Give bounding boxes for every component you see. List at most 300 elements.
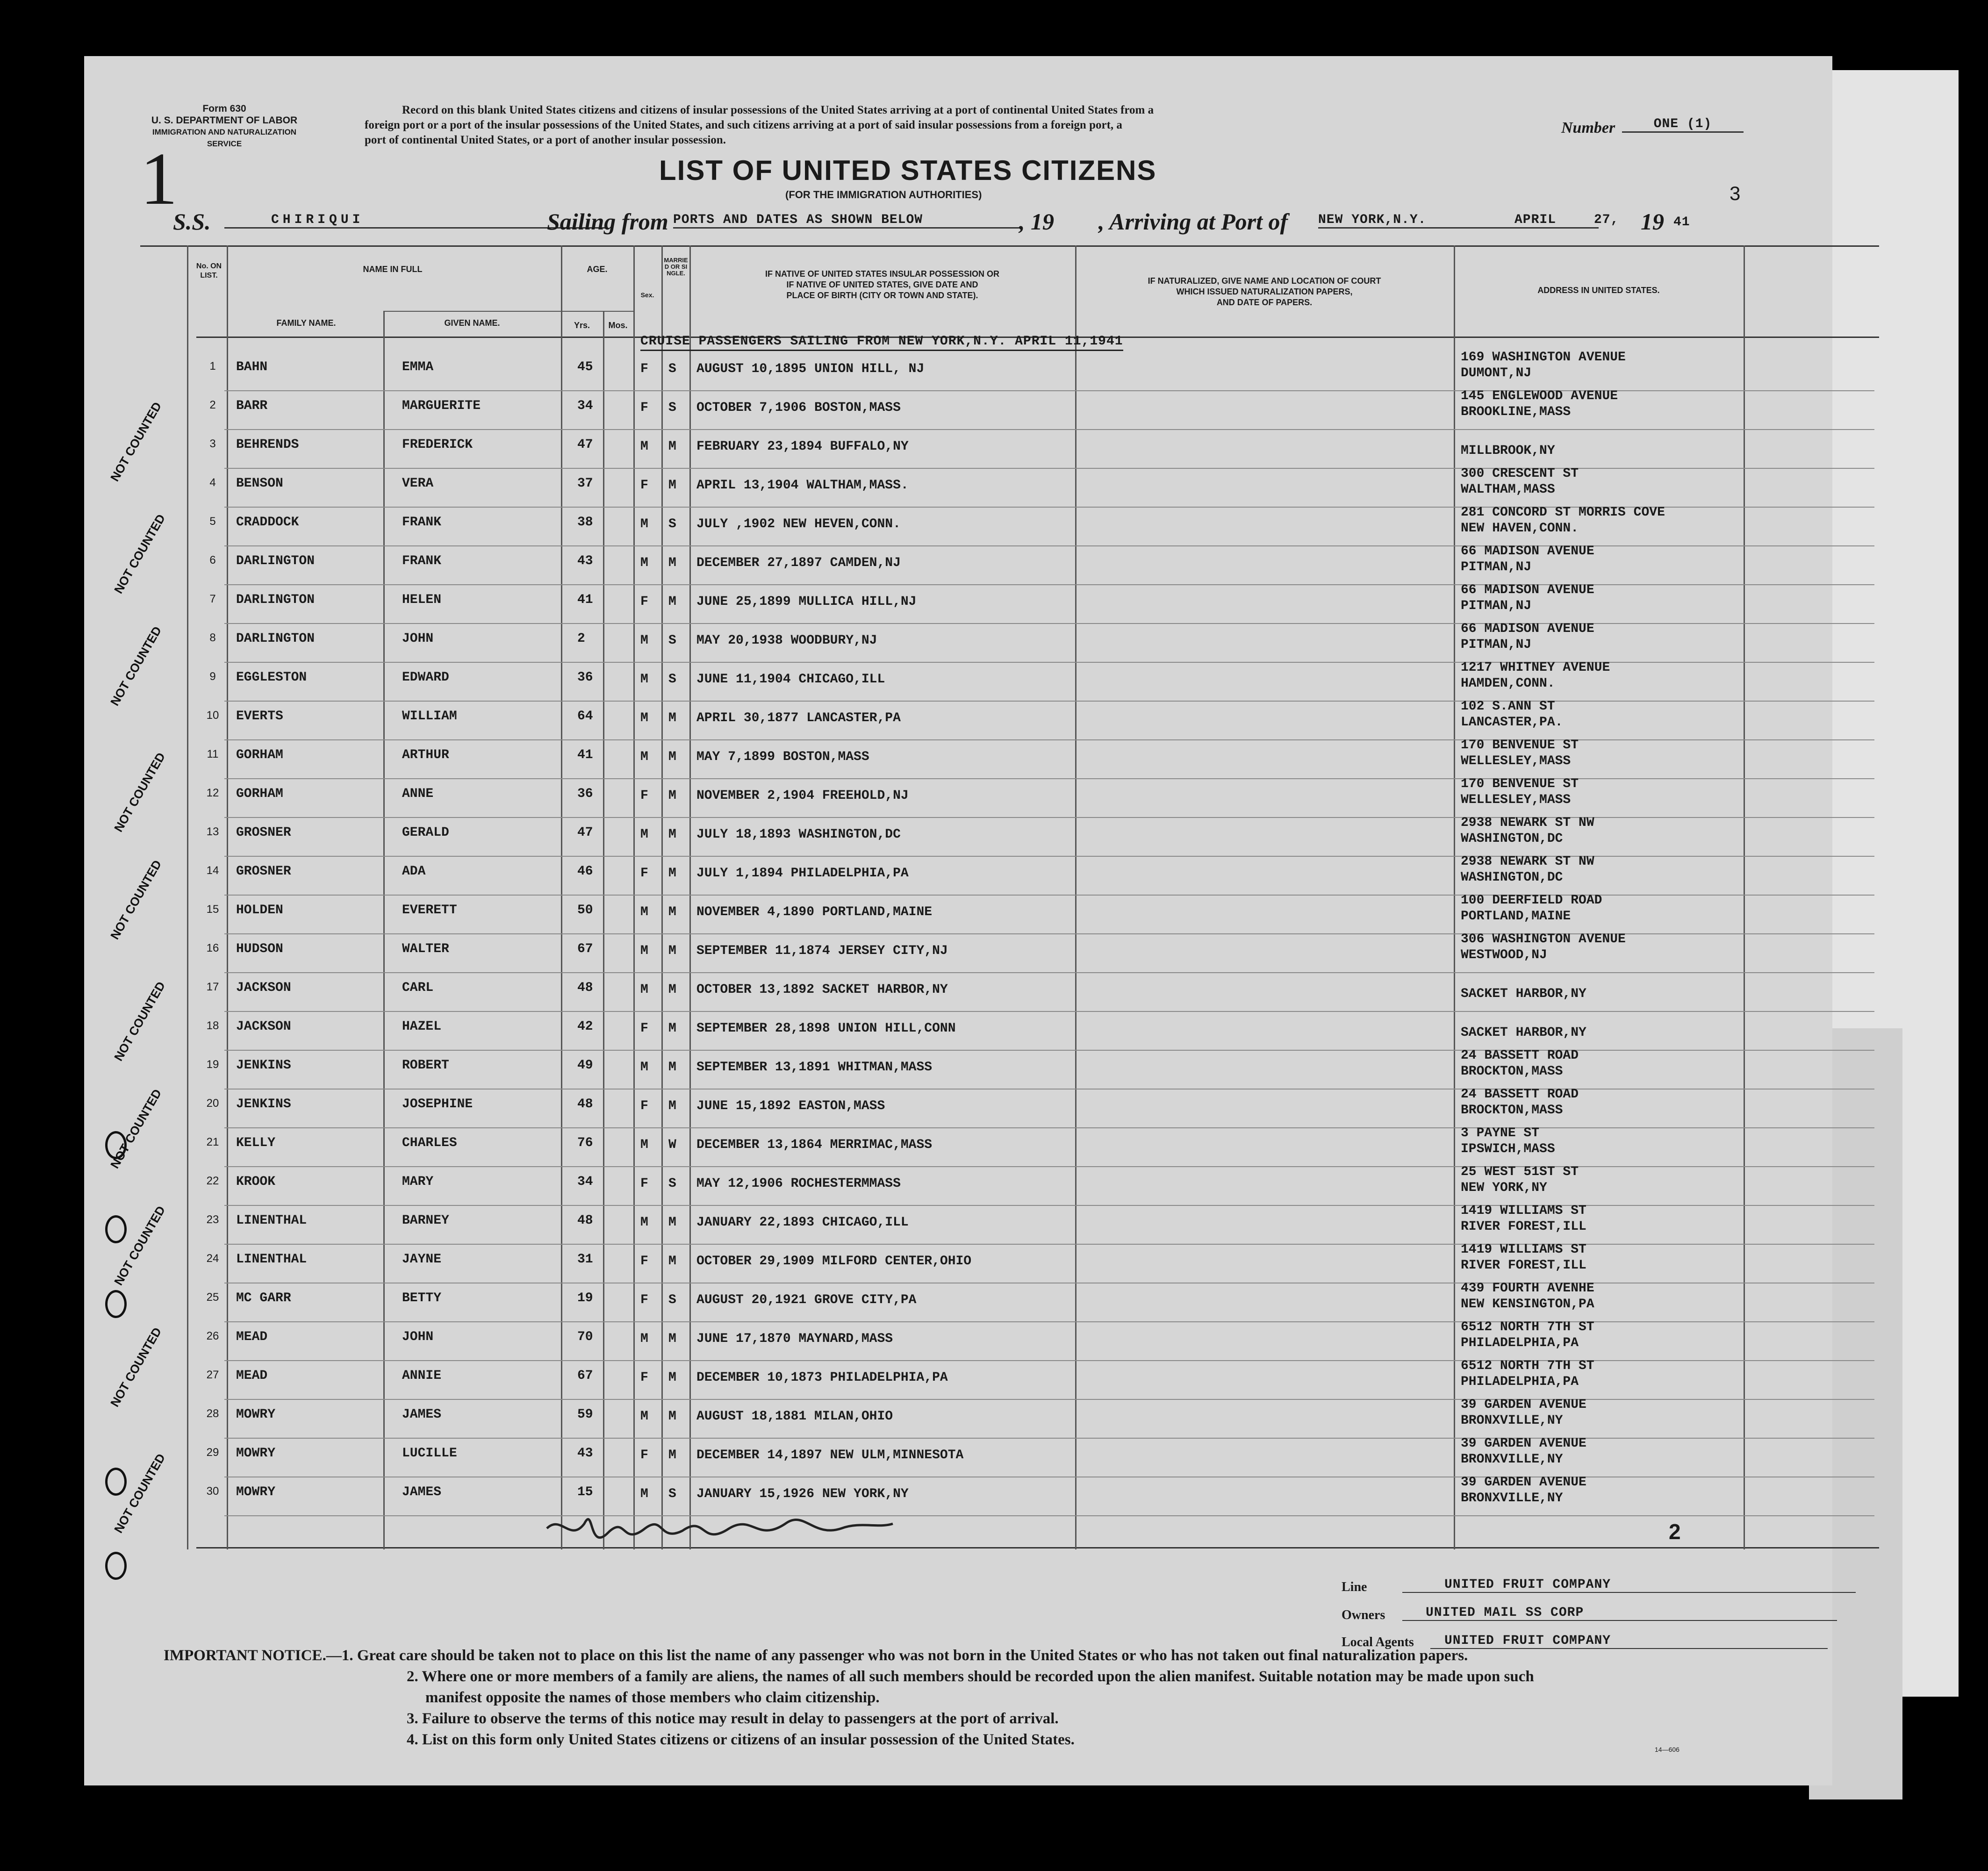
row-number: 17 — [206, 981, 219, 993]
age-years: 37 — [577, 476, 593, 491]
marital-status: M — [668, 750, 676, 764]
age-years: 34 — [577, 399, 593, 413]
family-name: CRADDOCK — [236, 515, 299, 530]
row-number: 3 — [209, 437, 216, 450]
birth-date-place: NOVEMBER 4,1890 PORTLAND,MAINE — [696, 905, 933, 919]
age-years: 49 — [577, 1058, 593, 1073]
sex: M — [640, 1060, 648, 1075]
row-number: 24 — [206, 1252, 219, 1265]
row-rule — [224, 1244, 1874, 1245]
marital-status: M — [668, 944, 676, 958]
row-number: 14 — [206, 864, 219, 877]
birth-date-place: APRIL 13,1904 WALTHAM,MASS. — [696, 478, 909, 493]
sex: F — [640, 789, 648, 803]
family-name: LINENTHAL — [236, 1252, 307, 1267]
address-line-2: NEW HAVEN,CONN. — [1461, 521, 1579, 536]
col-naturalized-line-1: IF NATURALIZED, GIVE NAME AND LOCATION OF COURT — [1148, 276, 1381, 286]
family-name: GORHAM — [236, 787, 283, 801]
service: IMMIGRATION AND NATURALIZATION SERVICE — [152, 128, 297, 148]
marital-status: M — [668, 478, 676, 493]
sex: F — [640, 401, 648, 415]
address-line-1: 102 S.ANN ST — [1461, 699, 1555, 714]
cruise-note: CRUISE PASSENGERS SAILING FROM NEW YORK,N.Y. APRIL 11,1941 — [640, 334, 1123, 351]
birth-date-place: SEPTEMBER 11,1874 JERSEY CITY,NJ — [696, 944, 948, 958]
marital-status: M — [668, 556, 676, 570]
family-name: JACKSON — [236, 1019, 291, 1034]
given-name: ANNE — [402, 787, 434, 801]
address-line-2: WELLESLEY,MASS — [1461, 793, 1571, 807]
sex: M — [640, 439, 648, 454]
bottom-page-number: 2 — [1669, 1520, 1681, 1544]
address-line-1: 66 MADISON AVENUE — [1461, 622, 1594, 636]
row-number: 29 — [206, 1446, 219, 1459]
sex: F — [640, 595, 648, 609]
address-line-1: 39 GARDEN AVENUE — [1461, 1398, 1586, 1412]
address-line-1: 145 ENGLEWOOD AVENUE — [1461, 389, 1618, 403]
row-rule — [224, 1438, 1874, 1439]
age-years: 50 — [577, 903, 593, 918]
not-counted-stamp: NOT COUNTED — [111, 1203, 168, 1288]
address-line-2: HAMDEN,CONN. — [1461, 676, 1555, 691]
not-counted-stamp: NOT COUNTED — [108, 1325, 165, 1409]
family-name: GROSNER — [236, 864, 291, 879]
marital-status: M — [668, 1370, 676, 1385]
birth-date-place: OCTOBER 29,1909 MILFORD CENTER,OHIO — [696, 1254, 972, 1269]
given-name: CHARLES — [402, 1136, 457, 1150]
address-line-2: BROCKTON,MASS — [1461, 1064, 1563, 1079]
row-number: 1 — [209, 360, 216, 373]
birth-date-place: JULY 18,1893 WASHINGTON,DC — [696, 827, 901, 842]
port-value: NEW YORK,N.Y. — [1318, 213, 1427, 227]
address-line-1: 39 GARDEN AVENUE — [1461, 1475, 1586, 1490]
department: U. S. DEPARTMENT OF LABOR — [151, 115, 298, 126]
col-family-name: FAMILY NAME. — [276, 318, 336, 328]
family-name: BENSON — [236, 476, 283, 491]
address-line-2: PITMAN,NJ — [1461, 599, 1532, 613]
sex: M — [640, 1138, 648, 1152]
age-years: 31 — [577, 1252, 593, 1267]
row-rule — [224, 933, 1874, 934]
row-number: 26 — [206, 1330, 219, 1342]
punch-hole — [105, 1468, 127, 1496]
important-notice — [164, 1645, 1828, 1750]
age-years: 47 — [577, 825, 593, 840]
row-rule — [224, 1089, 1874, 1090]
sex: M — [640, 982, 648, 997]
age-years: 15 — [577, 1485, 593, 1499]
marital-status: M — [668, 789, 676, 803]
notice-2b: manifest opposite the names of those members who claim citizenship. — [425, 1689, 880, 1706]
line-value: UNITED FRUIT COMPANY — [1402, 1577, 1856, 1593]
sex: M — [640, 1487, 648, 1501]
given-name: WALTER — [402, 942, 449, 956]
age-years: 67 — [577, 942, 593, 956]
instructions-line-3: port of continental United States, or a port of another insular possession. — [365, 134, 726, 146]
given-name: ADA — [402, 864, 426, 879]
birth-date-place: SEPTEMBER 13,1891 WHITMAN,MASS — [696, 1060, 933, 1075]
address-line-2: BROOKLINE,MASS — [1461, 405, 1571, 419]
table-top-rule — [140, 245, 1879, 247]
address-line-1: 1419 WILLIAMS ST — [1461, 1242, 1586, 1257]
sex: M — [640, 1409, 648, 1424]
family-name: DARLINGTON — [236, 593, 315, 607]
punch-hole — [105, 1215, 127, 1243]
marital-status: S — [668, 401, 676, 415]
punch-hole — [105, 1290, 127, 1318]
col-rule-address — [1744, 245, 1745, 1549]
age-years: 2 — [577, 631, 585, 646]
marital-status: S — [668, 362, 676, 376]
inspector-signature — [542, 1496, 897, 1556]
age-years: 41 — [577, 593, 593, 607]
row-rule — [224, 895, 1874, 896]
sex: F — [640, 362, 648, 376]
marital-status: M — [668, 1215, 676, 1230]
punch-hole — [105, 1131, 127, 1159]
col-native — [692, 269, 1073, 301]
sex: F — [640, 1370, 648, 1385]
row-number: 13 — [206, 825, 219, 838]
sex: F — [640, 1448, 648, 1462]
col-name-in-full: NAME IN FULL — [363, 265, 423, 274]
family-name: MEAD — [236, 1330, 268, 1344]
col-married: MARRIED OR SINGLE. — [664, 257, 688, 277]
given-name: MARGUERITE — [402, 399, 481, 413]
birth-date-place: MAY 12,1906 ROCHESTERMMASS — [696, 1176, 901, 1191]
address-line-2: WELLESLEY,MASS — [1461, 754, 1571, 768]
address-line-1: 24 BASSETT ROAD — [1461, 1087, 1579, 1102]
row-number: 15 — [206, 903, 219, 916]
family-name: EGGLESTON — [236, 670, 307, 685]
address-line-2: NEW YORK,NY — [1461, 1181, 1547, 1195]
manifest-sheet — [84, 56, 1832, 1785]
given-name: FRANK — [402, 515, 442, 530]
age-years: 64 — [577, 709, 593, 724]
row-number: 5 — [209, 515, 216, 528]
address-line-2: MILLBROOK,NY — [1461, 444, 1555, 458]
birth-date-place: MAY 20,1938 WOODBURY,NJ — [696, 633, 877, 648]
address-line-2: BRONXVILLE,NY — [1461, 1491, 1563, 1505]
sex: M — [640, 1215, 648, 1230]
marital-status: M — [668, 1021, 676, 1036]
age-years: 47 — [577, 437, 593, 452]
age-years: 42 — [577, 1019, 593, 1034]
address-line-2: BRONXVILLE,NY — [1461, 1413, 1563, 1428]
birth-date-place: JANUARY 22,1893 CHICAGO,ILL — [696, 1215, 909, 1230]
instructions-line-2: foreign port or a port of the insular possessions of the United States, and such citizens arriving at a port of said insular possessions from a foreign port, a — [365, 119, 1122, 131]
col-rule-given — [561, 245, 562, 1549]
notice-4: 4. List on this form only United States citizens or citizens of an insular possession of the United States. — [407, 1731, 1075, 1748]
sex: F — [640, 1293, 648, 1307]
age-subhead-rule — [561, 311, 633, 312]
address-line-1: 66 MADISON AVENUE — [1461, 583, 1594, 597]
form-number: Form 630 — [202, 103, 246, 114]
address-line-1: 2938 NEWARK ST NW — [1461, 854, 1594, 869]
col-rule-married — [689, 245, 691, 1549]
sex: M — [640, 750, 648, 764]
marital-status: M — [668, 1409, 676, 1424]
row-number: 30 — [206, 1485, 219, 1498]
address-line-2: DUMONT,NJ — [1461, 366, 1532, 380]
row-rule — [224, 701, 1874, 702]
arrival-year: 41 — [1673, 215, 1690, 229]
col-age-yrs: Yrs. — [574, 321, 590, 330]
age-years: 36 — [577, 670, 593, 685]
ship-name: CHIRIQUI — [224, 213, 608, 229]
address-line-1: 100 DEERFIELD ROAD — [1461, 893, 1602, 908]
address-line-1: 39 GARDEN AVENUE — [1461, 1436, 1586, 1451]
address-line-1: 306 WASHINGTON AVENUE — [1461, 932, 1626, 946]
address-line-2: WESTWOOD,NJ — [1461, 948, 1547, 962]
not-counted-stamp: NOT COUNTED — [111, 1451, 168, 1535]
row-number: 8 — [209, 631, 216, 644]
age-years: 48 — [577, 1097, 593, 1111]
address-line-2: PHILADELPHIA,PA — [1461, 1375, 1579, 1389]
marital-status: S — [668, 672, 676, 687]
sex: F — [640, 1176, 648, 1191]
owners-label: Owners — [1342, 1608, 1385, 1622]
family-name: GORHAM — [236, 748, 283, 762]
sex: M — [640, 711, 648, 725]
address-line-2: RIVER FOREST,ILL — [1461, 1219, 1586, 1234]
sex: M — [640, 633, 648, 648]
given-name: VERA — [402, 476, 434, 491]
address-line-2: RIVER FOREST,ILL — [1461, 1258, 1586, 1273]
address-line-1: 170 BENVENUE ST — [1461, 738, 1579, 753]
row-number: 19 — [206, 1058, 219, 1071]
row-rule — [224, 545, 1874, 546]
row-number: 11 — [207, 748, 219, 760]
row-number: 9 — [209, 670, 216, 683]
family-name: BARR — [236, 399, 268, 413]
not-counted-stamp: NOT COUNTED — [111, 979, 168, 1063]
address-line-1: 170 BENVENUE ST — [1461, 777, 1579, 791]
birth-date-place: JUNE 25,1899 MULLICA HILL,NJ — [696, 595, 917, 609]
col-sex: Sex. — [640, 291, 654, 299]
birth-date-place: SEPTEMBER 28,1898 UNION HILL,CONN — [696, 1021, 956, 1036]
address-line-2: WASHINGTON,DC — [1461, 832, 1563, 846]
given-name: JOHN — [402, 631, 434, 646]
col-naturalized-line-3: AND DATE OF PAPERS. — [1216, 298, 1313, 307]
row-number: 6 — [209, 554, 216, 566]
address-line-2: BRONXVILLE,NY — [1461, 1452, 1563, 1467]
family-name: MOWRY — [236, 1485, 276, 1499]
age-years: 70 — [577, 1330, 593, 1344]
age-years: 76 — [577, 1136, 593, 1150]
family-name: MOWRY — [236, 1407, 276, 1422]
col-age: AGE. — [587, 265, 608, 274]
given-name: ARTHUR — [402, 748, 449, 762]
col-native-line-3: PLACE OF BIRTH (CITY OR TOWN AND STATE). — [786, 291, 978, 300]
age-years: 43 — [577, 1446, 593, 1461]
col-address: ADDRESS IN UNITED STATES. — [1537, 286, 1660, 295]
name-subhead-rule — [383, 311, 561, 312]
given-name: ROBERT — [402, 1058, 449, 1073]
year-label: , 19 — [1019, 208, 1054, 235]
address-line-1: 3 PAYNE ST — [1461, 1126, 1540, 1140]
row-number: 4 — [209, 476, 216, 489]
row-rule — [224, 1127, 1874, 1128]
marital-status: M — [668, 1332, 676, 1346]
row-number: 22 — [206, 1175, 219, 1187]
birth-date-place: APRIL 30,1877 LANCASTER,PA — [696, 711, 901, 725]
not-counted-stamp: NOT COUNTED — [108, 624, 165, 708]
row-number: 16 — [206, 942, 219, 954]
given-name: BARNEY — [402, 1213, 449, 1228]
age-years: 41 — [577, 748, 593, 762]
col-age-mos: Mos. — [608, 321, 628, 330]
address-line-1: 439 FOURTH AVENHE — [1461, 1281, 1594, 1296]
row-number: 10 — [206, 709, 219, 722]
address-line-2: PITMAN,NJ — [1461, 638, 1532, 652]
birth-date-place: DECEMBER 13,1864 MERRIMAC,MASS — [696, 1138, 933, 1152]
marital-status: S — [668, 633, 676, 648]
number-label: Number — [1561, 119, 1615, 136]
col-rule-margin — [187, 245, 188, 1549]
address-line-2: IPSWICH,MASS — [1461, 1142, 1555, 1156]
given-name: WILLIAM — [402, 709, 457, 724]
arrival-port — [1318, 213, 1599, 229]
birth-date-place: AUGUST 10,1895 UNION HILL, NJ — [696, 362, 925, 376]
marital-status: M — [668, 866, 676, 881]
col-naturalized-line-2: WHICH ISSUED NATURALIZATION PAPERS, — [1176, 287, 1353, 296]
instructions-line-1: Record on this blank United States citizens and citizens of insular possessions of the United States arriving at a port of continental United States from a — [402, 104, 1154, 116]
sex: M — [640, 556, 648, 570]
family-name: KROOK — [236, 1175, 276, 1189]
marital-status: S — [668, 1487, 676, 1501]
birth-date-place: MAY 7,1899 BOSTON,MASS — [696, 750, 869, 764]
row-rule — [224, 1360, 1874, 1361]
family-name: BEHRENDS — [236, 437, 299, 452]
row-rule — [224, 623, 1874, 624]
row-number: 27 — [206, 1369, 219, 1381]
page-subtitle: (FOR THE IMMIGRATION AUTHORITIES) — [785, 189, 982, 201]
punch-hole — [105, 1552, 127, 1580]
row-number: 7 — [209, 593, 216, 605]
page-title: LIST OF UNITED STATES CITIZENS — [659, 155, 1157, 186]
address-line-2: SACKET HARBOR,NY — [1461, 987, 1586, 1001]
handwritten-one: 1 — [140, 137, 178, 220]
address-line-2: SACKET HARBOR,NY — [1461, 1025, 1586, 1040]
row-number: 23 — [206, 1213, 219, 1226]
family-name: HOLDEN — [236, 903, 283, 918]
family-name: LINENTHAL — [236, 1213, 307, 1228]
print-code: 14—606 — [1655, 1746, 1679, 1753]
agents-label: Local Agents — [1342, 1635, 1414, 1649]
marital-status: M — [668, 595, 676, 609]
age-years: 67 — [577, 1369, 593, 1383]
col-no-on-list: No. ON LIST. — [196, 262, 222, 280]
col-rule-mos — [633, 245, 635, 1549]
marital-status: M — [668, 439, 676, 454]
address-line-1: 1419 WILLIAMS ST — [1461, 1204, 1586, 1218]
address-line-2: NEW KENSINGTON,PA — [1461, 1297, 1594, 1312]
age-years: 48 — [577, 1213, 593, 1228]
col-native-line-2: IF NATIVE OF UNITED STATES, GIVE DATE AND — [786, 280, 978, 289]
row-number: 12 — [206, 787, 219, 799]
row-rule — [224, 856, 1874, 857]
age-years: 59 — [577, 1407, 593, 1422]
marital-status: M — [668, 1099, 676, 1113]
line-label: Line — [1342, 1580, 1367, 1594]
row-rule — [224, 584, 1874, 585]
age-years: 43 — [577, 554, 593, 568]
birth-date-place: JANUARY 15,1926 NEW YORK,NY — [696, 1487, 909, 1501]
birth-date-place: DECEMBER 10,1873 PHILADELPHIA,PA — [696, 1370, 948, 1385]
family-name: DARLINGTON — [236, 554, 315, 568]
form-instructions — [365, 103, 1580, 148]
given-name: FREDERICK — [402, 437, 473, 452]
col-given-name: GIVEN NAME. — [444, 318, 500, 328]
row-rule — [224, 390, 1874, 391]
marital-status: S — [668, 1293, 676, 1307]
sex: M — [640, 944, 648, 958]
marital-status: M — [668, 905, 676, 919]
sex: M — [640, 517, 648, 531]
marital-status: M — [668, 982, 676, 997]
given-name: JOSEPHINE — [402, 1097, 473, 1111]
family-name: MEAD — [236, 1369, 268, 1383]
row-rule — [224, 1050, 1874, 1051]
row-rule — [224, 1166, 1874, 1167]
marital-status: M — [668, 1254, 676, 1269]
age-years: 34 — [577, 1175, 593, 1189]
row-rule — [224, 1399, 1874, 1400]
sex: F — [640, 1099, 648, 1113]
address-line-2: PHILADELPHIA,PA — [1461, 1336, 1579, 1350]
row-rule — [224, 1011, 1874, 1012]
age-years: 19 — [577, 1291, 593, 1305]
sex: F — [640, 478, 648, 493]
notice-heading: IMPORTANT NOTICE.—1. — [164, 1647, 353, 1664]
birth-date-place: JUNE 15,1892 EASTON,MASS — [696, 1099, 885, 1113]
row-number: 28 — [206, 1407, 219, 1420]
family-name: MC GARR — [236, 1291, 291, 1305]
address-line-2: PORTLAND,MAINE — [1461, 909, 1571, 924]
birth-date-place: JULY ,1902 NEW HEVEN,CONN. — [696, 517, 901, 531]
notice-1: Great care should be taken not to place on this list the name of any passenger who was not born in the United States or who has not taken out final naturalization papers. — [357, 1647, 1468, 1664]
given-name: EDWARD — [402, 670, 449, 685]
col-rule-no — [227, 245, 228, 1549]
row-rule — [224, 468, 1874, 469]
given-name: EMMA — [402, 360, 434, 374]
address-line-1: 1217 WHITNEY AVENUE — [1461, 660, 1610, 675]
address-line-2: LANCASTER,PA. — [1461, 715, 1563, 730]
not-counted-stamp: NOT COUNTED — [108, 1086, 165, 1171]
given-name: GERALD — [402, 825, 449, 840]
marital-status: M — [668, 827, 676, 842]
row-rule — [224, 662, 1874, 663]
address-line-2: BROCKTON,MASS — [1461, 1103, 1563, 1118]
given-name: HELEN — [402, 593, 442, 607]
birth-date-place: JULY 1,1894 PHILADELPHIA,PA — [696, 866, 909, 881]
sailing-label: Sailing from — [547, 208, 668, 235]
given-name: JOHN — [402, 1330, 434, 1344]
notice-3: 3. Failure to observe the terms of this notice may result in delay to passengers at the port of arrival. — [407, 1710, 1059, 1727]
birth-date-place: DECEMBER 27,1897 CAMDEN,NJ — [696, 556, 901, 570]
given-name: JAMES — [402, 1407, 442, 1422]
marital-status: M — [668, 1060, 676, 1075]
notice-2a: 2. Where one or more members of a family are aliens, the names of all such members should be recorded upon the alien manifest. Suitable notation may be made upon such — [407, 1668, 1534, 1685]
age-years: 38 — [577, 515, 593, 530]
birth-date-place: NOVEMBER 2,1904 FREEHOLD,NJ — [696, 789, 909, 803]
address-line-2: PITMAN,NJ — [1461, 560, 1532, 574]
row-rule — [224, 429, 1874, 430]
family-name: DARLINGTON — [236, 631, 315, 646]
sex: M — [640, 672, 648, 687]
family-name: JENKINS — [236, 1097, 291, 1111]
sex: M — [640, 905, 648, 919]
